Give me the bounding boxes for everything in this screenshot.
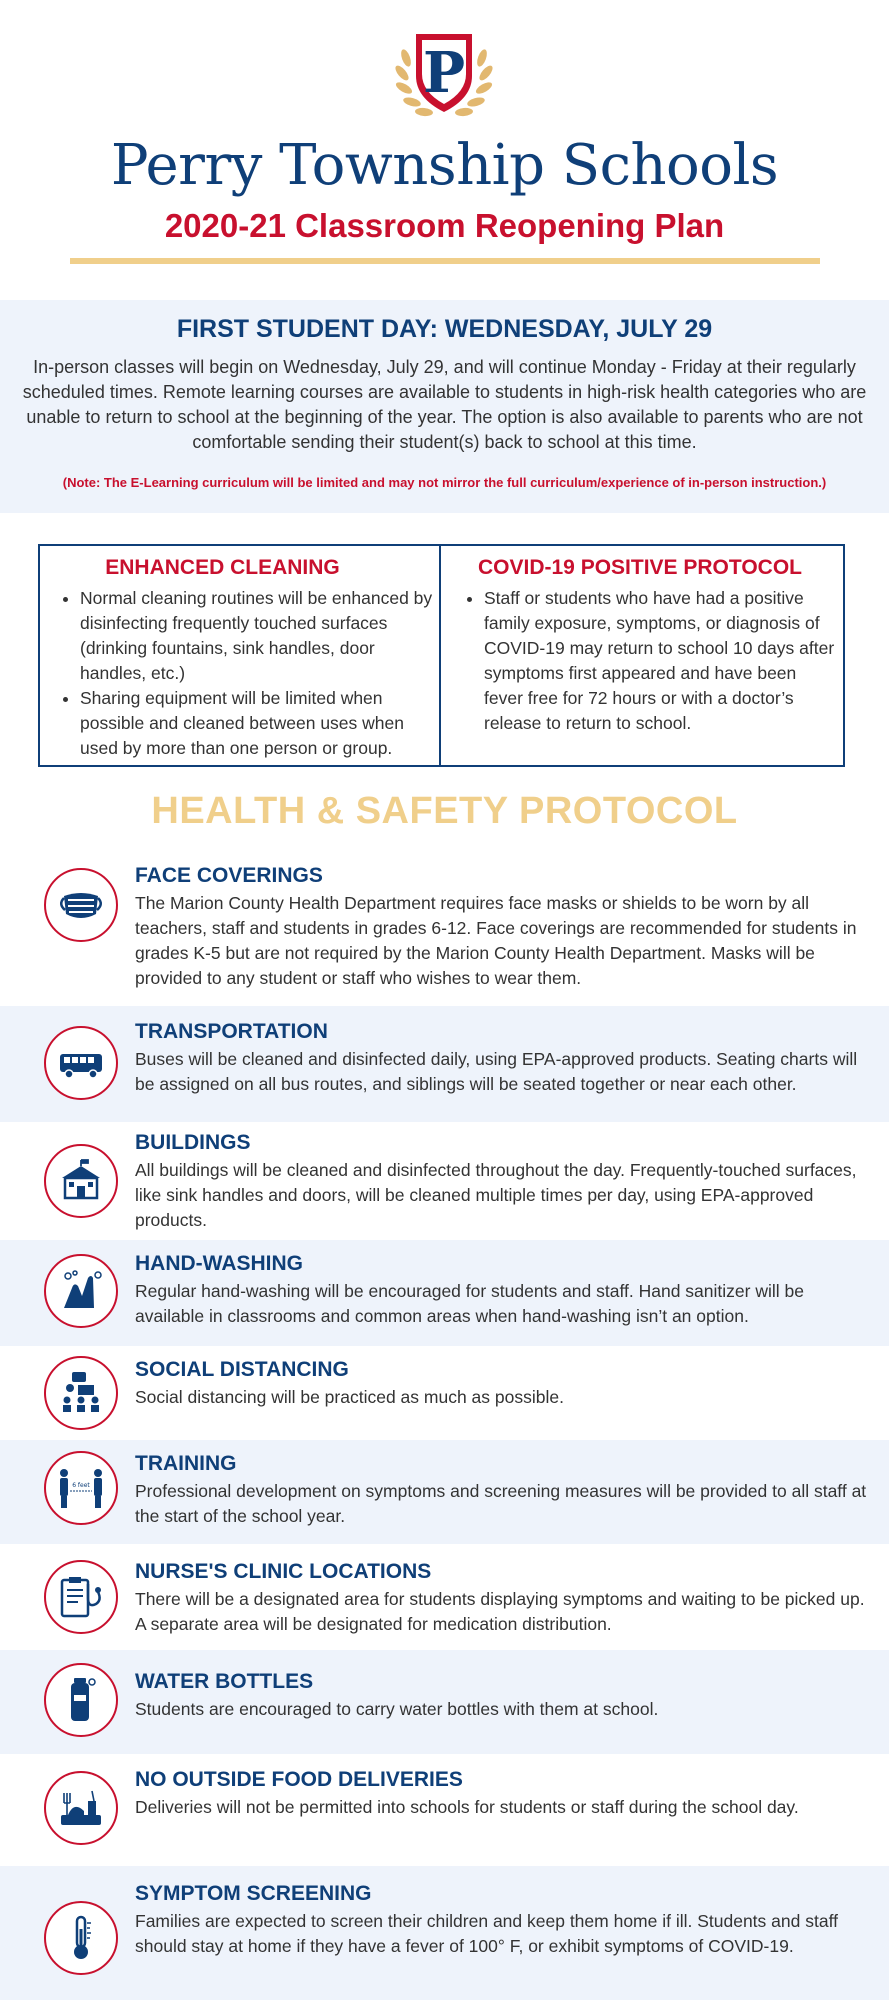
protocol-row-nurses-clinic bbox=[0, 1544, 889, 1650]
first-day-heading: FIRST STUDENT DAY: WEDNESDAY, JULY 29 bbox=[176, 315, 713, 343]
row-body: The Marion County Health Department requires face masks or shields to be worn by all teachers, staff and students in grades 6-12. Face coverings are recommended for students in grades K-5 but are not required by the Marion County Health Department. Masks will be provided to any student or staff who wishes to wear them. bbox=[135, 893, 857, 988]
covid-protocol-title: COVID-19 POSITIVE PROTOCOL bbox=[478, 556, 803, 579]
list-item: • Staff or students who have had a positive family exposure, symptoms, or diagnosis of COVID-19 may return to school 10 days after symptoms first appeared and have been fever free for 72 hours or with a doctor’s release to return to school. bbox=[484, 586, 839, 736]
row-title: SOCIAL DISTANCING bbox=[135, 1358, 349, 1381]
clipboard-stethoscope-icon bbox=[44, 1560, 118, 1634]
protocol-row-face-coverings bbox=[0, 856, 889, 1006]
protocol-row-social-distancing bbox=[0, 1346, 889, 1440]
row-body: Buses will be cleaned and disinfected daily, using EPA-approved products. Seating charts will be assigned on all bus routes, and siblings will be seated together or near each other. bbox=[135, 1049, 858, 1094]
row-title: TRAINING bbox=[135, 1452, 237, 1475]
row-body: There will be a designated area for students displaying symptoms and waiting to be picked up. A separate area will be designated for medication distribution. bbox=[135, 1589, 865, 1634]
row-body: Social distancing will be practiced as much as possible. bbox=[135, 1387, 564, 1407]
covid-protocol-list bbox=[454, 586, 839, 736]
school-building-icon bbox=[44, 1144, 118, 1218]
row-title: NO OUTSIDE FOOD DELIVERIES bbox=[135, 1768, 463, 1791]
enhanced-cleaning-list bbox=[50, 586, 435, 761]
list-item: • Sharing equipment will be limited when possible and cleaned between uses when used by more than one person or group. bbox=[80, 686, 435, 761]
protocol-row-transportation bbox=[0, 1006, 889, 1122]
title-divider bbox=[70, 258, 820, 264]
school-bus-icon bbox=[44, 1026, 118, 1100]
row-title: HAND-WASHING bbox=[135, 1252, 303, 1275]
row-title: BUILDINGS bbox=[135, 1131, 251, 1154]
row-body: All buildings will be cleaned and disinfected throughout the day. Frequently-touched surfaces, like sink handles and doors, will be cleaned multiple times per day, using EPA-approved products. bbox=[135, 1160, 857, 1230]
enhanced-cleaning-title: ENHANCED CLEANING bbox=[105, 556, 340, 579]
column-divider bbox=[439, 546, 441, 765]
row-title: FACE COVERINGS bbox=[135, 864, 323, 887]
cleaning-covid-box bbox=[38, 544, 845, 767]
face-mask-icon bbox=[44, 868, 118, 942]
first-day-body: In-person classes will begin on Wednesday, July 29, and will continue Monday - Friday at their regularly scheduled times. Remote learning courses are available to students in high-risk health categories who are unable to return to school at the beginning of the year. The option is also available to parents who are not comfortable sending their student(s) back to school at this time. bbox=[22, 357, 867, 452]
row-body: Deliveries will not be permitted into schools for students or staff during the school day. bbox=[135, 1797, 799, 1817]
row-body: Professional development on symptoms and screening measures will be provided to all staff at the start of the school year. bbox=[135, 1481, 867, 1526]
school-crest-logo bbox=[384, 28, 504, 128]
water-bottle-icon bbox=[44, 1663, 118, 1737]
logo-letter: P bbox=[422, 40, 466, 106]
page-subtitle: 2020-21 Classroom Reopening Plan bbox=[164, 207, 725, 244]
six-feet-label: 6 feet bbox=[72, 1482, 90, 1489]
classroom-distancing-icon bbox=[44, 1356, 118, 1430]
protocol-row-symptom-screening bbox=[0, 1866, 889, 2000]
enhanced-cleaning-column bbox=[50, 556, 435, 761]
row-title: NURSE'S CLINIC LOCATIONS bbox=[135, 1560, 432, 1583]
covid-protocol-column bbox=[454, 556, 839, 736]
row-title: SYMPTOM SCREENING bbox=[135, 1882, 372, 1905]
hand-washing-icon bbox=[44, 1254, 118, 1328]
page-title: Perry Township Schools bbox=[110, 133, 779, 198]
row-title: WATER BOTTLES bbox=[135, 1670, 314, 1693]
protocol-row-training bbox=[0, 1440, 889, 1544]
row-title: TRANSPORTATION bbox=[135, 1020, 328, 1043]
e-learning-note: (Note: The E-Learning curriculum will be limited and may not mirror the full curriculum/experience of in-person instruction.) bbox=[62, 475, 827, 490]
protocol-row-no-food-deliveries bbox=[0, 1754, 889, 1866]
row-body: Families are expected to screen their children and keep them home if ill. Students and staff should stay at home if they have a fever of 100° F, or exhibit symptoms of COVID-19. bbox=[135, 1911, 838, 1956]
row-body: Regular hand-washing will be encouraged for students and staff. Hand sanitizer will be available in classrooms and common areas when hand-washing isn’t an option. bbox=[135, 1281, 804, 1326]
six-feet-apart-icon bbox=[44, 1451, 118, 1525]
list-item: • Normal cleaning routines will be enhanced by disinfecting frequently touched surfaces (drinking fountains, sink handles, door handles, etc.) bbox=[80, 586, 435, 686]
row-body: Students are encouraged to carry water bottles with them at school. bbox=[135, 1699, 659, 1719]
protocol-row-water-bottles bbox=[0, 1650, 889, 1754]
food-tray-icon bbox=[44, 1771, 118, 1845]
protocol-row-buildings bbox=[0, 1122, 889, 1240]
header bbox=[0, 0, 889, 290]
protocol-row-hand-washing bbox=[0, 1240, 889, 1346]
health-safety-heading: HEALTH & SAFETY PROTOCOL bbox=[151, 790, 738, 832]
thermometer-icon bbox=[44, 1901, 118, 1975]
